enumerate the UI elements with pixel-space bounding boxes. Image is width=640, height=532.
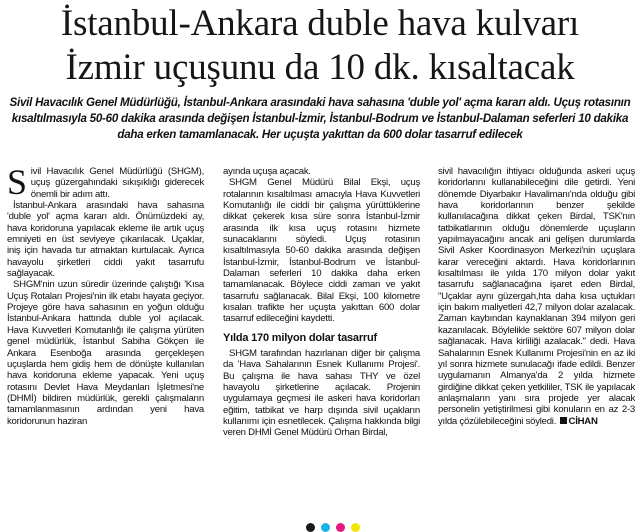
- paragraph: SHGM'nin uzun süredir üzerinde çalıştığı 'Kısa Uçuş Rotaları Projesi'nin ilk etabı hayata geçiyor. Projeye göre hava sahasının en yoğun olduğu İstanbul-Ankara hattında duble yol açılacak. Hava Kuvvetleri Komutanlığı ile çalışma yürüten genel müdürlük, İstanbul Sabiha Gökçen ile Ankara Esenboğa arasında gerçekleşen uçuşlarda hem gidiş hem de dönüşte kullanılan hava koridoruna ekleme yapacak. Yeni uçuş rotasını Devlet Hava Meydanları İşletmesi'ne (DHMİ) bildiren müdürlük, gerekli çalışmaların tamamlanmasının ardından yeni hava koridorunun haziran: [7, 279, 204, 427]
- cyan-swatch-icon: [321, 523, 330, 532]
- headline-line-2: İzmir uçuşunu da 10 dk. kısaltacak: [65, 47, 575, 88]
- lead-paragraph: [7, 162, 204, 202]
- subheading: Yılda 170 milyon dolar tasarruf: [223, 331, 377, 344]
- paragraph: SHGM tarafından hazırlanan diğer bir çalışma da 'Hava Sahalarının Esnek Kullanımı Projesi'. Bu çalışma ile hava sahası THY ve özel havayolu şirketlerine açılacak. Projenin uygulamaya geçmesi ile askeri hava koridorları eğitim, tatbikat ve harp dışında sivil uçakların kullanımı için esnetilecek. Çalışma hakkında bilgi veren DHMİ Genel Müdürü Orhan Birdal,: [223, 347, 420, 439]
- lead-paragraph-text: ivil Havacılık Genel Müdürlüğü (SHGM), uçuş güzergahındaki sıkışıklığı giderecek önemli bir adım attı.: [30, 166, 204, 200]
- paragraph: [438, 166, 635, 427]
- article-column-3: [438, 166, 635, 427]
- paragraph-text: sivil havacılığın ihtiyacı olduğunda askeri uçuş koridorlarını kullanabileceğini dile getirdi. Yeni dönemde Diyarbakır Havalimanı'nda olduğu gibi hava koridorlarının benzer şekilde kullanılacağına dikkat çeken Birdal, TSK'nın tatbikatlarının olduğu dönemlerde uçuşların yapılmayacağını ancak ani gelişen durumlarda Sivil Asker Koordinasyon Merkezi'nin uçuşlara karar vereceğini aktardı. Hava koridorlarının kısaltılması ile yılda 170 milyon dolar yakıt tasarrufu sağlanacağına işaret eden Birdal, "Uçaklar aynı güzergah,hta daha kısa uçtukları için bakım maliyetleri 42,7 milyon dolar azalacak. Zaman kaybından kaynaklanan 394 milyon geri kazanılacak. Böylelikle sektöre 607 milyon dolar sağlanacak. Hava kirliliği azalacak." dedi. Hava Sahalarının Esnek Kullanımı Projesi'nin en az iki yıl sonra hizmete sunulacağı ifade edildi. Benzer uygulamanın Almanya'da 2 yılda hizmete girdiğine dikkat çeken yetkililer, TSK ile yapılacak anlaşmaların yanı sıra projede yer alacak personelin yetiştirilmesi gibi konuların en az 2-3 yılda çözülebileceğini söyledi.: [438, 166, 635, 427]
- headline-line-1: İstanbul-Ankara duble hava kulvarı: [60, 3, 580, 44]
- magenta-swatch-icon: [336, 523, 345, 532]
- paragraph: İstanbul-Ankara arasındaki hava sahasına 'duble yol' açma kararı aldı. Önümüzdeki ay, hava koridoruna yapılacak ekleme ile artık uçuş emniyeti en üst seviyeye çıkarılacak. Uçaklar, iniş için havada tur atmaktan kurtulacak. Ayrıca havayolu şirketleri ciddi yakıt tasarrufu sağlayacak.: [7, 200, 204, 280]
- yellow-swatch-icon: [351, 523, 360, 532]
- agency-credit: CİHAN: [568, 415, 598, 427]
- article-column-1: [7, 162, 204, 427]
- paragraph: ayında uçuşa açacak.: [223, 166, 311, 177]
- end-square-icon: [560, 417, 567, 424]
- paragraph: SHGM Genel Müdürü Bilal Ekşi, uçuş rotalarının kısaltılması amacıyla Hava Kuvvetleri Komutanlığı ile ciddi bir çalışma yürüttüklerine dikkat çekerek kısa süre sonra İstanbul-İzmir arasında ilk kısa uçuş rotasını hizmete sunacaklarını söyledi. Uçuş rotasının kısaltılmasıyla 50-60 dakika arasında değişen İstanbul-İzmir, İstanbul-Bodrum ve İstanbul-Dalaman seferleri 10 dakika daha erken tamamlanacak. Böylece ciddi zaman ve yakıt tasarrufu sağlanacak. Bilal Ekşi, 100 kilometre kısalan trafikte her uçuşta yakıttan 600 dolar tasarruf edileceğini kaydetti.: [223, 177, 420, 325]
- headline: [6, 2, 634, 90]
- drop-cap: S: [7, 162, 27, 202]
- article-column-2: [223, 166, 420, 439]
- spot-text: Sivil Havacılık Genel Müdürlüğü, İstanbul-Ankara arasındaki hava sahasına 'duble yol' açma kararı aldı. Uçuş rotasının kısaltılmasıyla 50-60 dakika arasında değişen İstanbul-İzmir, İstanbul-Bodrum ve İstanbul-Dalaman seferleri 10 dakika daha erken tamamlanacak. Her uçuşta yakıttan da 600 dolar tasarruf edilecek: [9, 96, 631, 141]
- color-registration-marks: [306, 523, 360, 532]
- black-swatch-icon: [306, 523, 315, 532]
